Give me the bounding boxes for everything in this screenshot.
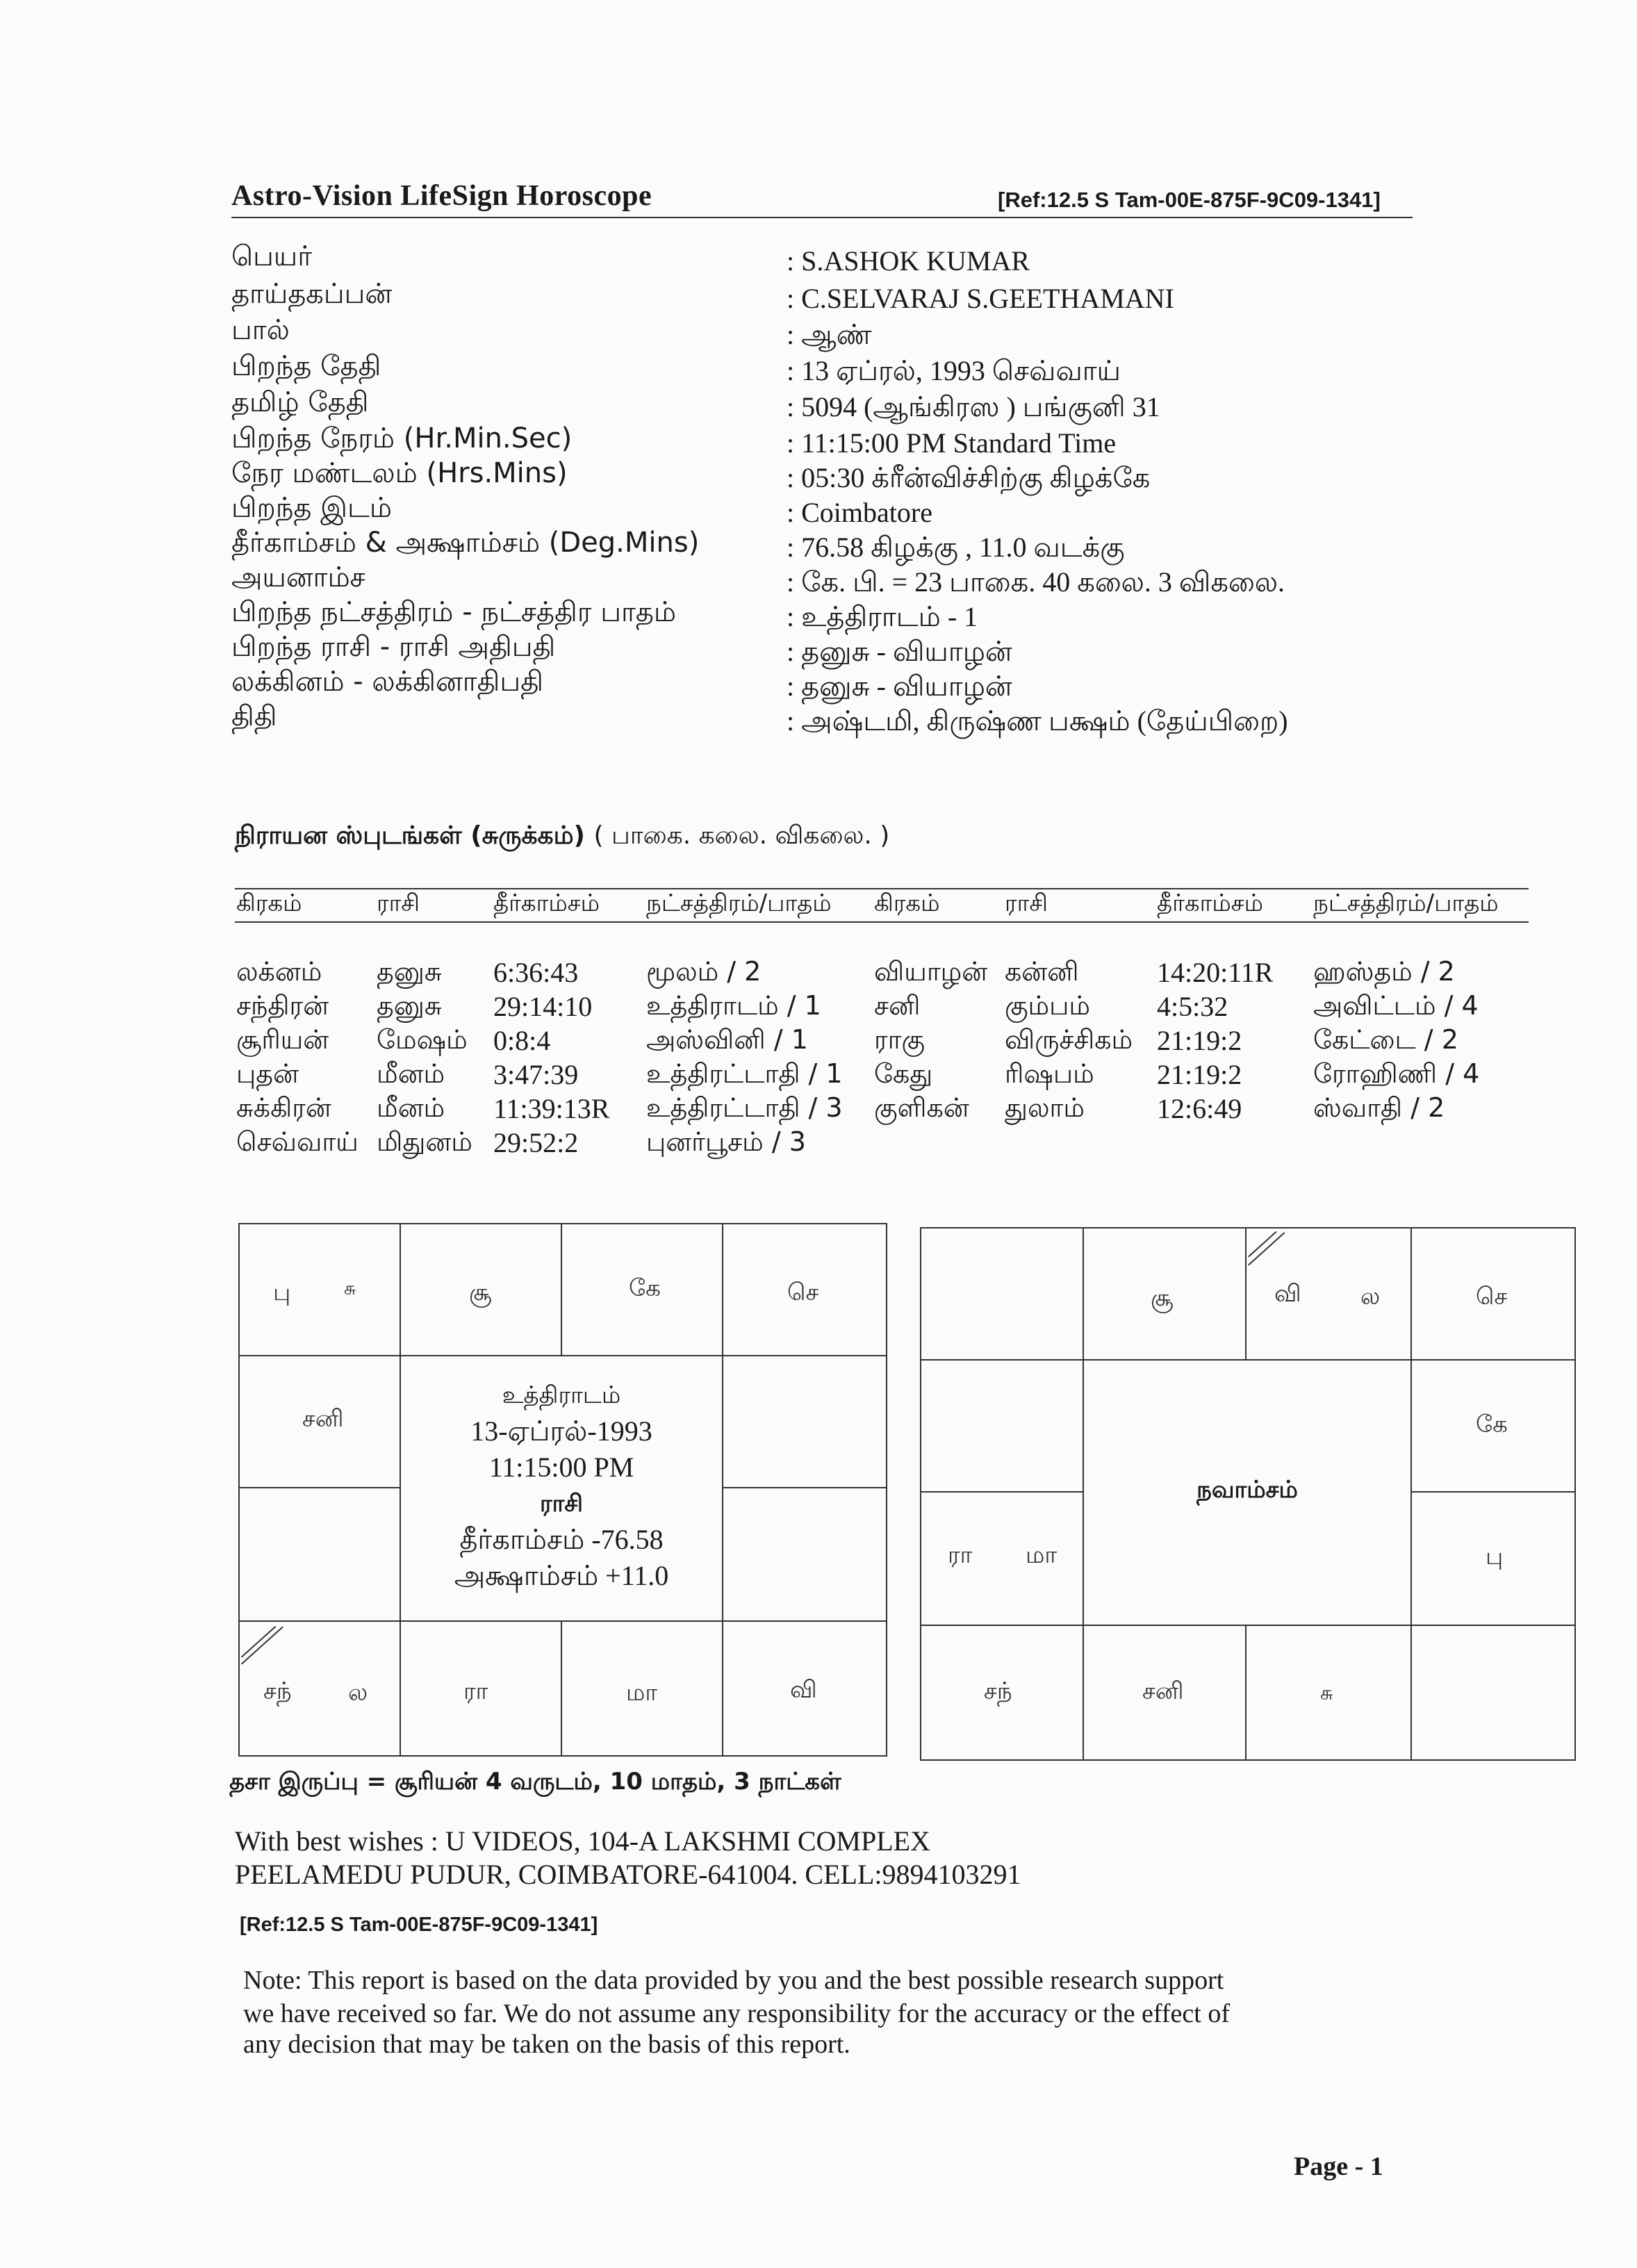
report-ref: [Ref:12.5 S Tam-00E-875F-9C09-1341]	[998, 188, 1381, 212]
table-cell: புனர்பூசம் / 3	[646, 1126, 806, 1157]
note-line-2: we have received so far. We do not assume any responsibility for the accuracy or the effect of	[243, 1999, 1230, 2028]
rasi-house-2	[400, 1223, 562, 1356]
planet-label: மா	[1026, 1541, 1058, 1569]
planet-label: கே	[1476, 1411, 1508, 1438]
rasi-house-1	[238, 1223, 401, 1356]
info-value-ayanamsa: : கே. பி. = 23 பாகை. 40 கலை. 3 விகலை.	[787, 566, 1285, 598]
table-cell: ஸ்வாதி / 2	[1313, 1092, 1445, 1123]
lagna-marker	[1248, 1232, 1285, 1265]
rasi-center-star: உத்திராடம்	[502, 1381, 621, 1409]
planet-label: மா	[626, 1679, 658, 1707]
table-cell: சூரியன்	[236, 1024, 329, 1055]
info-label-birth-date: பிறந்த தேதி	[231, 350, 381, 382]
navamsa-house-8	[1245, 1625, 1412, 1761]
rasi-house-3	[561, 1223, 723, 1356]
table-cell: 12:6:49	[1157, 1093, 1242, 1124]
info-label-lagna: லக்கினம் - லக்கினாதிபதி	[231, 666, 543, 698]
col-longitude: தீர்காம்சம்	[493, 889, 600, 917]
table-cell: ரிஷபம்	[1005, 1058, 1094, 1089]
table-cell: மூலம் / 2	[646, 956, 762, 987]
info-label-name: பெயர்	[231, 240, 313, 272]
planet-label: ரா	[463, 1677, 488, 1705]
table-rule-bottom	[235, 921, 1529, 923]
rasi-house-12	[238, 1355, 401, 1488]
info-value-tamil-date: : 5094 (ஆங்கிரஸ ) பங்குனி 31	[787, 391, 1160, 422]
table-cell: செவ்வாய்	[236, 1126, 359, 1157]
planet-label: சந்	[263, 1677, 292, 1705]
info-label-parents: தாய்தகப்பன்	[231, 278, 393, 310]
planet-label: ரா	[948, 1541, 973, 1569]
info-label-time-zone: நேர மண்டலம் (Hrs.Mins)	[231, 457, 568, 489]
table-cell: சனி	[874, 990, 921, 1021]
table-cell: மேஷம்	[377, 1024, 468, 1055]
report-title: Astro-Vision LifeSign Horoscope	[231, 180, 652, 212]
info-value-lagna: : தனுசு - வியாழன்	[787, 671, 1012, 702]
table-cell: 14:20:11R	[1157, 957, 1274, 988]
navamsa-house-5	[1410, 1359, 1576, 1493]
table-cell: தனுசு	[377, 990, 442, 1021]
info-value-gender: : ஆண்	[787, 319, 872, 350]
rasi-house-11	[238, 1487, 401, 1622]
rasi-center-date: 13-ஏப்ரல்-1993	[470, 1415, 652, 1447]
table-cell: கேட்டை / 2	[1313, 1024, 1458, 1055]
rasi-center-latitude: அக்ஷாம்சம் +11.0	[454, 1560, 669, 1591]
rasi-house-4	[722, 1223, 887, 1356]
table-cell: தனுசு	[377, 956, 442, 987]
lagna-marker	[241, 1626, 283, 1664]
rasi-center-title: ராசி	[540, 1490, 583, 1518]
navamsa-chart	[920, 1227, 1576, 1761]
col-planet-2: கிரகம்	[874, 889, 940, 917]
table-cell: அவிட்டம் / 4	[1313, 990, 1479, 1021]
info-label-birth-place: பிறந்த இடம்	[231, 492, 393, 524]
info-value-star: : உத்திராடம் - 1	[787, 601, 978, 632]
table-cell: ஹஸ்தம் / 2	[1313, 956, 1455, 987]
col-rasi: ராசி	[377, 889, 420, 917]
rasi-center-time: 11:15:00 PM	[488, 1452, 634, 1483]
header-divider	[231, 217, 1413, 218]
table-cell: அஸ்வினி / 1	[646, 1024, 808, 1055]
planet-section-heading: நிராயன ஸ்புடங்கள் (சுருக்கம்)	[235, 821, 585, 850]
info-value-name: : S.ASHOK KUMAR	[787, 245, 1030, 277]
rasi-house-7	[722, 1620, 887, 1757]
rasi-house-9	[400, 1620, 562, 1757]
planet-label: சு	[344, 1279, 356, 1299]
info-value-coordinates: : 76.58 கிழக்கு , 11.0 வடக்கு	[787, 532, 1125, 563]
planet-label: வி	[1274, 1280, 1301, 1308]
info-label-ayanamsa: அயனாம்ச	[231, 561, 365, 593]
rasi-chart	[238, 1223, 887, 1757]
col-star-pada: நட்சத்திரம்/பாதம்	[646, 889, 832, 917]
table-cell: உத்திரட்டாதி / 3	[646, 1092, 843, 1123]
info-label-star: பிறந்த நட்சத்திரம் - நட்சத்திர பாதம்	[231, 596, 677, 628]
table-cell: குளிகன்	[874, 1092, 969, 1123]
navamsa-house-1	[920, 1227, 1084, 1361]
table-cell: மீனம்	[377, 1058, 445, 1089]
table-cell: மிதுனம்	[377, 1126, 472, 1157]
table-cell: சந்திரன்	[236, 990, 329, 1021]
table-cell: கன்னி	[1005, 956, 1079, 987]
info-value-parents: : C.SELVARAJ S.GEETHAMANI	[787, 283, 1174, 314]
table-cell: ரோஹிணி / 4	[1313, 1058, 1480, 1089]
table-cell: கும்பம்	[1005, 990, 1090, 1021]
navamsa-house-11	[920, 1491, 1084, 1626]
info-label-coordinates: தீர்காம்சம் & அக்ஷாம்சம் (Deg.Mins)	[231, 527, 700, 559]
info-value-birth-time: : 11:15:00 PM Standard Time	[787, 427, 1117, 459]
table-cell: 21:19:2	[1157, 1025, 1242, 1056]
footer-ref: [Ref:12.5 S Tam-00E-875F-9C09-1341]	[240, 1914, 598, 1936]
rasi-center-longitude: தீர்காம்சம் -76.58	[459, 1524, 664, 1555]
navamsa-house-10	[920, 1625, 1084, 1761]
table-cell: 21:19:2	[1157, 1059, 1242, 1090]
rasi-house-8	[561, 1620, 723, 1757]
table-cell: சுக்கிரன்	[236, 1092, 331, 1123]
navamsa-house-6	[1410, 1491, 1576, 1626]
planet-label: கே	[629, 1274, 661, 1302]
planet-label: செ	[1476, 1283, 1508, 1310]
lagna-marker	[241, 1626, 276, 1658]
info-label-rasi: பிறந்த ராசி - ராசி அதிபதி	[231, 631, 556, 663]
planet-section-title	[235, 821, 889, 853]
info-value-time-zone: : 05:30 க்ரீன்விச்சிற்கு கிழக்கே	[787, 462, 1151, 493]
col-star-pada-2: நட்சத்திரம்/பாதம்	[1313, 889, 1499, 917]
info-label-tamil-date: தமிழ் தேதி	[231, 386, 369, 418]
table-cell: துலாம்	[1005, 1092, 1085, 1123]
planet-label: பு	[273, 1279, 291, 1306]
note-line-1: Note: This report is based on the data provided by you and the best possible research support	[243, 1966, 1224, 1995]
col-planet: கிரகம்	[236, 889, 302, 917]
planet-label: சூ	[469, 1279, 492, 1306]
wishes-line-1: With best wishes : U VIDEOS, 104-A LAKSHMI COMPLEX	[235, 1825, 930, 1857]
info-value-tithi: : அஷ்டமி, கிருஷ்ண பக்ஷம் (தேய்பிறை)	[787, 705, 1288, 737]
navamsa-house-12	[920, 1359, 1084, 1493]
navamsa-house-7	[1410, 1625, 1576, 1761]
page-number: Page - 1	[1294, 2152, 1383, 2181]
planet-label: சனி	[302, 1405, 344, 1433]
navamsa-center	[1083, 1359, 1412, 1626]
info-label-birth-time: பிறந்த நேரம் (Hr.Min.Sec)	[231, 422, 573, 454]
table-cell: 29:52:2	[493, 1127, 579, 1158]
planet-label: வி	[790, 1676, 817, 1704]
planet-label: செ	[787, 1279, 819, 1306]
rasi-center	[400, 1355, 723, 1622]
navamsa-house-2	[1083, 1227, 1247, 1361]
info-value-birth-date: : 13 ஏப்ரல், 1993 செவ்வாய்	[787, 355, 1121, 386]
planet-section-subtitle: ( பாகை. கலை. விகலை. )	[593, 821, 890, 850]
info-value-birth-place: : Coimbatore	[787, 497, 932, 528]
table-cell: விருச்சிகம்	[1005, 1024, 1133, 1055]
navamsa-house-9	[1083, 1625, 1247, 1761]
info-label-tithi: திதி	[231, 700, 277, 732]
table-cell: புதன்	[236, 1058, 299, 1089]
col-longitude-2: தீர்காம்சம்	[1157, 889, 1263, 917]
table-cell: லக்னம்	[236, 956, 322, 987]
table-cell: மீனம்	[377, 1092, 445, 1123]
planet-label: சூ	[1151, 1284, 1174, 1312]
wishes-line-2: PEELAMEDU PUDUR, COIMBATORE-641004. CELL:9894103291	[235, 1859, 1021, 1890]
table-cell: கேது	[874, 1058, 933, 1089]
table-cell: 29:14:10	[493, 991, 593, 1022]
table-cell: 3:47:39	[493, 1059, 579, 1090]
dasa-balance: தசா இருப்பு = சூரியன் 4 வருடம், 10 மாதம், 3 நாட்கள்	[229, 1768, 841, 1796]
table-cell: ராகு	[874, 1024, 926, 1055]
planet-label: பு	[1486, 1543, 1504, 1570]
info-label-gender: பால்	[231, 314, 290, 346]
rasi-house-5	[722, 1355, 887, 1488]
info-value-rasi: : தனுசு - வியாழன்	[787, 636, 1012, 667]
table-cell: 6:36:43	[493, 957, 579, 988]
planet-label: ல	[348, 1679, 368, 1707]
navamsa-house-3	[1245, 1227, 1412, 1361]
navamsa-house-4	[1410, 1227, 1576, 1361]
rasi-house-10	[238, 1620, 401, 1757]
note-line-3: any decision that may be taken on the basis of this report.	[243, 2030, 850, 2059]
rasi-house-6	[722, 1487, 887, 1622]
navamsa-center-title: நவாம்சம்	[1196, 1476, 1298, 1504]
col-rasi-2: ராசி	[1005, 889, 1048, 917]
table-cell: உத்திரட்டாதி / 1	[646, 1058, 843, 1089]
planet-label: சனி	[1142, 1677, 1184, 1705]
table-cell: 4:5:32	[1157, 991, 1228, 1022]
planet-label: சந்	[984, 1677, 1012, 1705]
planet-label: ல	[1360, 1283, 1381, 1310]
table-cell: 0:8:4	[493, 1025, 551, 1056]
table-cell: வியாழன்	[874, 956, 988, 987]
table-cell: உத்திராடம் / 1	[646, 990, 821, 1021]
planet-label: சு	[1320, 1682, 1333, 1704]
table-cell: 11:39:13R	[493, 1093, 610, 1124]
